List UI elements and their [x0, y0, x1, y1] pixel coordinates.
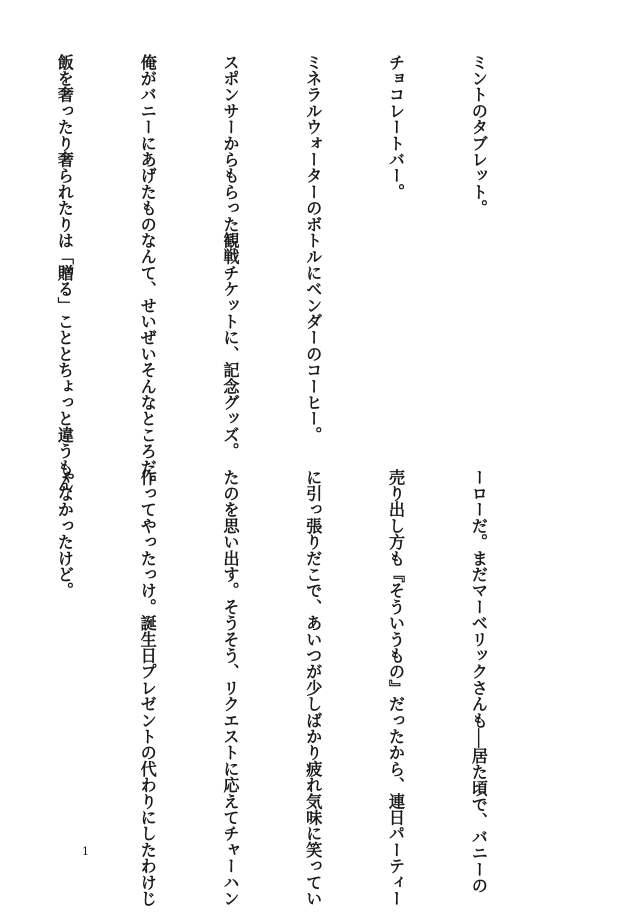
text-line: ゃなかったけど。 [54, 469, 74, 599]
text-line: に引っ張りだこで、あいつが少しばかり疲れ気味に笑ってい [303, 469, 323, 907]
text-line: スポンサーからもらった観戦チケットに、記念グッズ。 [220, 54, 240, 459]
text-line: 作ってやったっけ。誕生日プレゼントの代わりにしたわけじ [137, 469, 157, 907]
text-line: 飯を奢ったり奢られたりは「贈る」こととちょっと違うもん [54, 54, 74, 492]
text-block-bottom [0, 469, 547, 907]
text-block-top [0, 54, 547, 492]
text-line: ミネラルウォーターのボトルにベンダーのコーヒー。 [303, 54, 323, 443]
text-line: 売り出し方も『そういうもの』だったから、連日パーティー [386, 469, 406, 907]
text-line: 俺がバニーにあげたものなんて、せいぜいそんなところだ。 [137, 54, 157, 492]
text-line: ーローだ。まだマーベリックさんも──居た頃で、バニーの [468, 469, 488, 894]
page-number: 1 [82, 845, 89, 858]
text-line: ミントのタブレット。 [468, 54, 488, 216]
text-line: チョコレートバー。 [386, 54, 406, 200]
text-line: たのを思い出す。そうそう、リクエストに応えてチャーハン [220, 469, 240, 907]
